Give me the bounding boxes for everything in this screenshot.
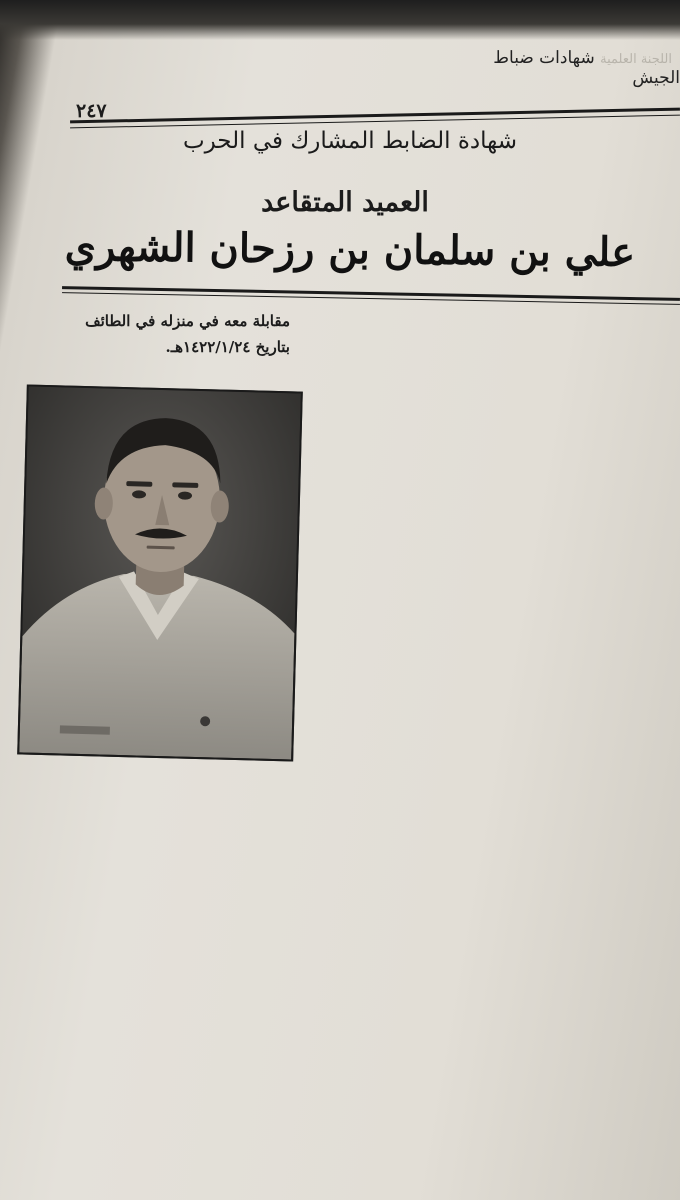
portrait-photo [17,384,303,761]
header-kicker: شهادة الضابط المشارك في الحرب [182,128,518,154]
running-head-title: شهادات ضباط الجيش [493,48,680,88]
interview-place: مقابلة معه في منزله في الطائف [85,312,290,330]
portrait-illustration [19,387,300,760]
interview-info [30,308,290,360]
running-head-ghost-text: اللجنة العلمية [600,52,672,67]
header-name: علي بن سلمان بن رزحان الشهري [64,223,636,276]
header-rank: العميد المتقاعد [261,187,429,218]
interview-date: بتاريخ ١٤٢٢/١/٢٤هـ. [165,338,290,356]
running-head [480,48,680,88]
page-number: ٢٤٧ [76,100,107,122]
